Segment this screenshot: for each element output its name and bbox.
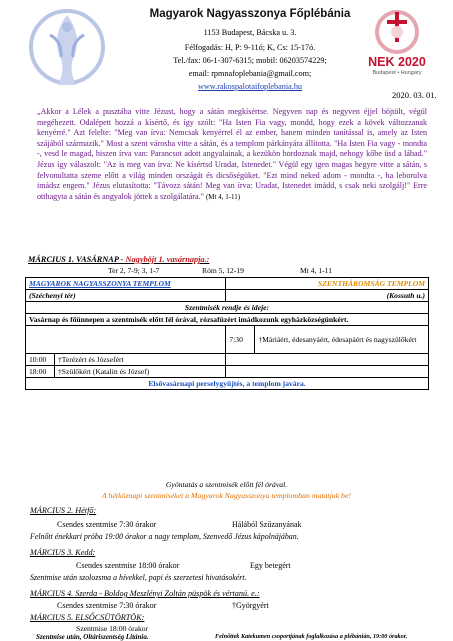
day-note: Szentmise után szolozsma a hívekkel, papi és szerzetesi hivatásokért. <box>30 573 247 582</box>
phone-info: Tel./fax: 06-1-307-6315; mobil: 06203574229; <box>173 56 327 65</box>
day-note: Felnőtt énekkari próba 19:00 órakor a nagy templom, Szenvedő Jézus kápolnájában. <box>30 532 299 541</box>
table-row <box>26 302 429 314</box>
office-hours: Félfogadás: H, P: 9-11ó; K, Cs: 15-17ó. <box>184 43 316 52</box>
day-mass: Szentmise 18:00 órakor <box>76 624 149 633</box>
day-heading: MÁRCIUS 4. Szerda - Boldog Meszlényi Zoltán püspök és vértanú. e.: <box>30 589 260 598</box>
nek-2020-logo <box>360 6 434 90</box>
weekday-mass-note: A hétköznapi szentmiséket a Magyarok Nagyasszonya templomban mutatjuk be! <box>101 491 352 500</box>
table-row <box>26 326 429 354</box>
sunday-title: MÁRCIUS 1. VASÁRNAP - Nagyböjt 1. vasárnapja.: <box>28 255 210 264</box>
mass-time: 18:00 <box>26 366 55 378</box>
parish-title: Magyarok Nagyasszonya Főplébánia <box>149 8 351 20</box>
reading-2: Róm 5, 12-19 <box>202 266 244 275</box>
gospel-quote <box>37 107 427 202</box>
parish-address: 1153 Budapest, Bácska u. 3. <box>203 28 297 37</box>
quote-text: „Akkor a Lélek a pusztába vitte Jézust, hogy a sátán megkísértse. Negyven nap és negyven éjjel böjtölt, végül megéhezett. Odalépett hozzá a kísértő, és így szólt: "Ha Isten Fia vagy, mondd, hogy ezek a kövek változzanak kenyérré." Azt felelte: "Meg van írva: Nemcsak kenyérrel él az ember, hanem minden tanítással is, amely az Isten szájából származik." Most a szent városba vitte a sátán, és a templom párkányára állította. "Ha Isten Fia vagy - mondta -, vesd le magad, hiszen írva van: Parancsot adott angyalainak, a kezükön hordoznak majd, nehogy kőbe üsd a lábad." Jézus így válaszolt: "Az is meg van írva: Ne kísértsd Uradat, Istenedet." Végül egy igen magas hegyre vitte a sátán, s felvonultatta szeme előtt a világ minden országát és dicsőségüket. "Ezt mind neked adom - mondta -, ha leborulva imádsz engem." Jézus elutasította: "Távozz sátán! Meg van írva: Uradat, Istenedet imádd, s csak neki szolgálj!" Erre otthagyta a sátán és angyalok jöttek a szolgálatára." <box>37 107 427 201</box>
sunday-readings <box>90 266 390 276</box>
church-1-address: (Széchenyi tér) <box>26 290 226 302</box>
day-intention: Hálából Szűzanyának <box>232 520 302 529</box>
day-heading: MÁRCIUS 5. ELSŐCSÜTÖRTÖK: <box>30 613 145 622</box>
table-row <box>26 378 429 390</box>
table-row <box>26 366 429 378</box>
reading-1: Ter 2, 7-9; 3, 1-7 <box>108 266 160 275</box>
parish-logo <box>28 5 106 93</box>
quote-reference: (Mt 4, 1-11) <box>205 192 241 201</box>
mass-intention: †Terézért és Józsefért <box>55 354 226 366</box>
day-heading: MÁRCIUS 3. Kedd: <box>30 548 96 557</box>
table-row <box>26 354 429 366</box>
table-row <box>26 314 429 326</box>
day-intention: †Györgyért <box>232 601 269 610</box>
day-mass: Csendes szentmise 7:30 órakor <box>57 601 157 610</box>
day-intention: Egy betegért <box>250 561 291 570</box>
church-2-name: SZENTHÁROMSÁG TEMPLOM <box>226 278 429 290</box>
rosary-note: Vasárnap és főünnepen a szentmisék előtt fél órával, rózsafüzért imádkozunk egyházközségünkért. <box>26 314 429 326</box>
mass-time: 7:30 <box>226 326 255 354</box>
mass-time: 10:00 <box>26 354 55 366</box>
reading-3: Mt 4, 1-11 <box>300 266 332 275</box>
website-link[interactable]: www.rakospalotaifoplebania.hu <box>197 82 303 91</box>
day-heading: MÁRCIUS 2. Hétfő: <box>30 506 97 515</box>
logo-subtext: Budapest • Hungary <box>372 70 422 76</box>
church-1-name: MAGYAROK NAGYASSZONYA TEMPLOM <box>26 278 226 290</box>
bulletin-date: 2020. 03. 01. <box>392 90 437 100</box>
church-2-address: (Kossuth u.) <box>226 290 429 302</box>
logo-text: NEK 2020 <box>368 55 426 69</box>
table-row <box>26 278 429 290</box>
day-note: Szentmise után, Oltáriszentség Litánia. <box>36 633 149 641</box>
table-row <box>26 290 429 302</box>
day-mass: Csendes szentmise 7:30 órakor <box>57 520 157 529</box>
mass-intention: †Szülőkért (Katalin és József) <box>55 366 226 378</box>
email-info: email: rpmnafoplebania@gmail.com; <box>188 69 312 78</box>
day-note: Felnőttek Katekumen csoportjának foglalkozása a plébánián, 19:00 órakor. <box>215 633 408 640</box>
sunday-subtitle: Nagyböjt 1. vasárnapja.: <box>125 255 210 264</box>
collection-note: Elsővasárnapi perselygyűjtés, a templom javára. <box>26 378 429 390</box>
mass-intention: †Máriáért, édesanyáért, édesapáért és nagyszülőkért <box>255 326 429 354</box>
mass-schedule-table <box>25 277 429 390</box>
mass-order-title: Szentmisék rendje és ideje: <box>26 302 429 314</box>
day-mass: Csendes szentmise 18:00 órakor <box>76 561 180 570</box>
confession-note: Gyóntatás a szentmisék előtt fél órával. <box>165 480 288 489</box>
